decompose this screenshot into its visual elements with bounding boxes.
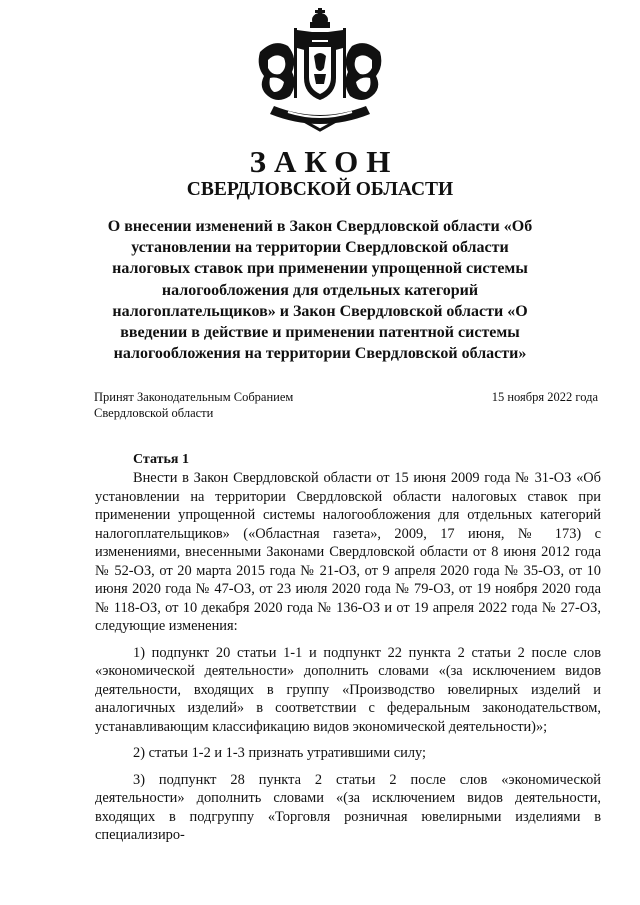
paragraph: 3) подпункт 28 пункта 2 статьи 2 после слов «экономической деятельности» дополнить словами «(за исключением видов деятельности, входящих в подгруппу «Торговля розничная ювелирными изделиями в специализиро- [95,771,601,843]
adopted-by-line2: Свердловской области [94,406,214,420]
document-heading: О внесении изменений в Закон Свердловской области «Об установлении на территории Свердловской области налоговых ставок при применении упрощенной системы налогообложения для отдельных категорий налогоплательщиков» и Закон Свердловской области «О введении в действие и применении патентной системы налогообложения на территории Свердловской области» [107,218,533,363]
adopted-by [94,389,293,421]
paragraph: 1) подпункт 20 статьи 1-1 и подпункт 22 пункта 2 статьи 2 после слов «экономической деятельности» дополнить словами «(за исключением видов деятельности, входящих в группу «Производство ювелирных изделий и аналогичных изделий» в соответствии с федеральным законодательством, устанавливающим классификацию видов экономической деятельности)»; [95,644,601,735]
adopted-by-line1: Принят Законодательным Собранием [94,390,294,404]
document-subtitle: СВЕРДЛОВСКОЙ ОБЛАСТИ [186,179,454,200]
paragraph: Внести в Закон Свердловской области от 15 июня 2009 года № 31-ОЗ «Об установлении на территории Свердловской области налоговых ставок при применении упрощенной системы налогообложения для отдельных категорий налогоплательщиков» («Областная газета», 2009, 17 июня, № 173) с изменениями, внесенными Законами Свердловской области от 8 июня 2012 года № 52-ОЗ, от 20 марта 2015 года № 21-ОЗ, от 9 апреля 2020 года № 35-ОЗ, от 10 июня 2020 года № 47-ОЗ, от 23 июля 2020 года № 79-ОЗ, от 19 ноября 2020 года № 118-ОЗ, от 10 декабря 2020 года № 136-ОЗ и от 19 апреля 2022 года № 27-ОЗ, следующие изменения: [95,470,601,634]
article-body [95,469,601,845]
coat-of-arms-icon [254,8,386,136]
paragraph: 2) статьи 1-2 и 1-3 признать утратившими силу; [133,745,427,761]
article-title: Статья 1 [133,452,189,467]
document-title: ЗАКОН [249,144,399,179]
adopted-date: 15 ноября 2022 года [491,390,598,404]
